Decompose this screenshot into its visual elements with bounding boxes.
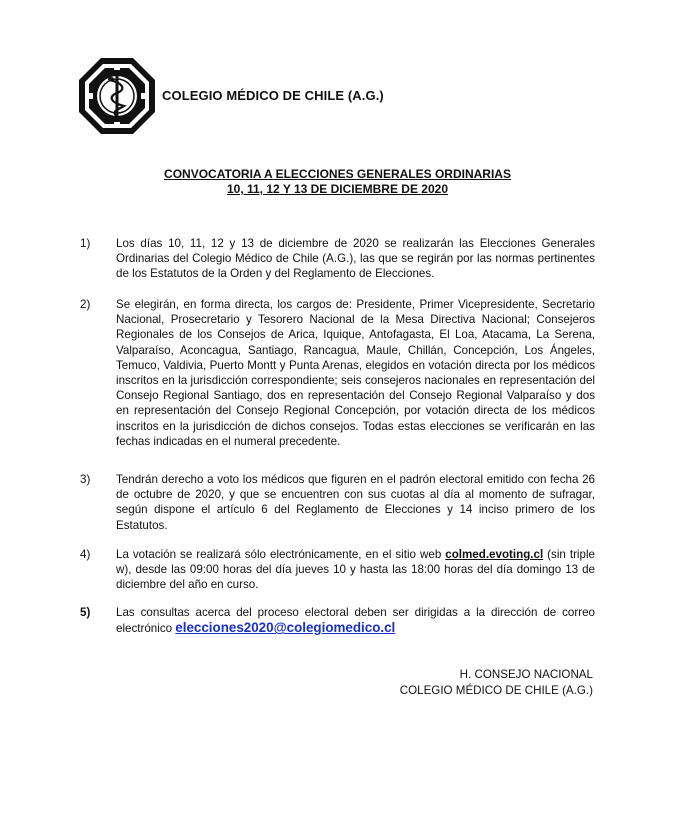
organization-name: COLEGIO MÉDICO DE CHILE (A.G.) <box>162 88 384 103</box>
voting-website-link[interactable]: colmed.evoting.cl <box>445 548 544 561</box>
list-item-2 <box>80 297 595 449</box>
title-line-2: 10, 11, 12 Y 13 DE DICIEMBRE DE 2020 <box>226 182 448 196</box>
item-text: Los días 10, 11, 12 y 13 de diciembre de 2020 se realizarán las Elecciones Generales Ordinarias del Colegio Médico de Chile (A.G.), las que se regirán por las normas pertinentes de los Estatutos de la Orden y del Reglamento de Elecciones. <box>116 237 595 281</box>
list-item-4 <box>80 547 595 593</box>
signature-line-2: COLEGIO MÉDICO DE CHILE (A.G.) <box>399 684 593 697</box>
item-text <box>116 605 595 636</box>
item-text: Tendrán derecho a voto los médicos que figuren en el padrón electoral emitido con fecha 26 de octubre de 2020, y que se encuentren con sus cuotas al día al momento de sufragar, según dispone el artículo 6 del Reglamento de Elecciones y 14 inciso primero de los Estatutos. <box>116 473 595 532</box>
item-number: 5) <box>80 606 91 619</box>
signature-line-1: H. CONSEJO NACIONAL <box>459 668 593 681</box>
document-title <box>0 167 675 197</box>
item-number: 1) <box>80 237 91 250</box>
list-item-3 <box>80 472 595 533</box>
list-item-5 <box>80 605 595 636</box>
item-number: 3) <box>80 473 91 486</box>
item-number: 4) <box>80 548 91 561</box>
item-text-before: La votación se realizará sólo electrónicamente, en el sitio web <box>116 548 446 561</box>
item-number: 2) <box>80 298 91 311</box>
email-link[interactable]: elecciones2020@colegiomedico.cl <box>175 620 396 636</box>
title-line-1: CONVOCATORIA A ELECCIONES GENERALES ORDINARIAS <box>164 167 511 181</box>
item-text-before: Las consultas acerca del proceso electoral deben ser dirigidas a la dirección de correo electrónico <box>116 606 595 636</box>
medical-caduceus-octagon-icon <box>77 56 157 136</box>
item-text <box>116 547 595 593</box>
item-text: Se elegirán, en forma directa, los cargos de: Presidente, Primer Vicepresidente, Secretario Nacional, Prosecretario y Tesorero Nacional de la Mesa Directiva Nacional; Consejeros Regionales de los Consejos de Arica, Iquique, Antofagasta, El Loa, Atacama, La Serena, Valparaíso, Aconcagua, Santiago, Rancagua, Maule, Chillán, Concepción, Los Ángeles, Temuco, Valdivia, Puerto Montt y Punta Arenas, elegidos en votación directa por los médicos inscritos en la jurisdicción correspondiente; seis consejeros nacionales en representación del Consejo Regional Santiago, dos en representación del Consejo Regional Valparaíso y dos en representación del Consejo Regional Concepción, por votación directa de los médicos inscritos en la jurisdicción de dichos consejos. Todas estas elecciones se verificarán en las fechas indicadas en el numeral precedente. <box>116 298 595 448</box>
signature-block <box>400 667 593 699</box>
list-item-1 <box>80 236 595 282</box>
item-text-after: (sin triple w), desde las 09:00 horas del día jueves 10 y hasta las 18:00 horas del día domingo 13 de diciembre del año en curso. <box>116 548 595 592</box>
